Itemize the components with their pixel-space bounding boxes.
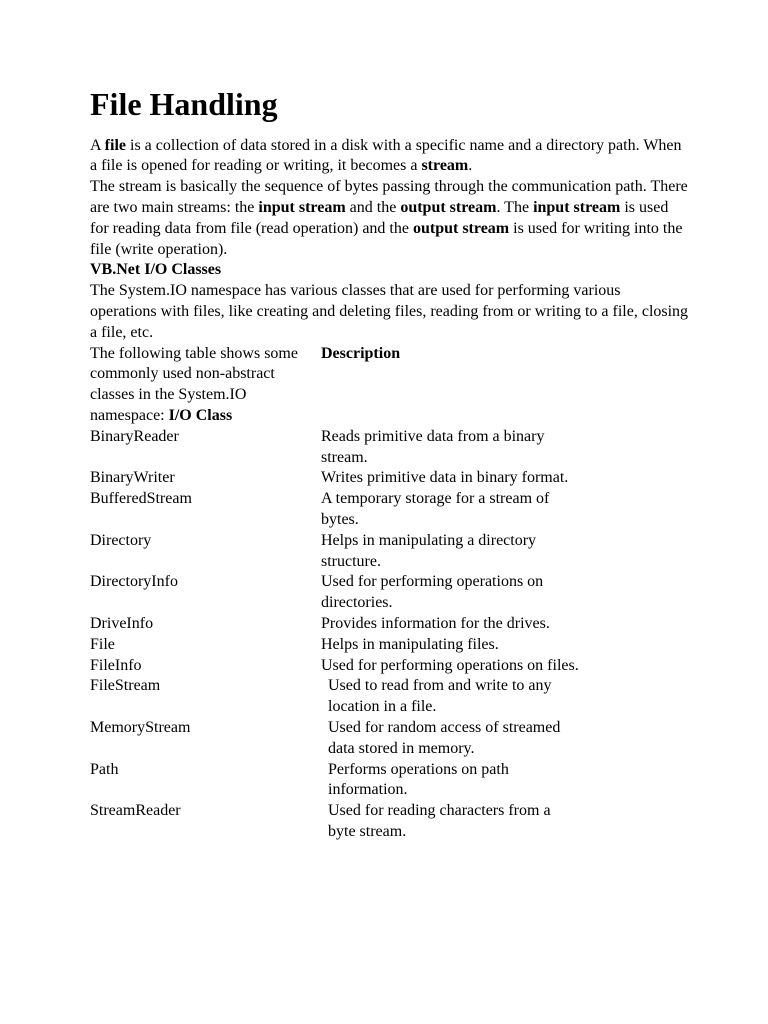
text-run: and the — [345, 198, 401, 216]
description-cell: Writes primitive data in binary format. — [321, 469, 569, 487]
table-header-row — [90, 344, 690, 427]
class-name-cell: Directory — [90, 531, 152, 549]
text-run: A — [90, 136, 105, 154]
bold-term: output stream — [412, 219, 510, 237]
section-heading: VB.Net I/O Classes — [90, 261, 222, 279]
class-name-cell: Path — [90, 760, 119, 778]
description-cell: Performs operations on path information. — [328, 760, 509, 799]
table-row — [90, 801, 690, 843]
description-cell: Used for reading characters from a byte stream. — [328, 802, 551, 840]
class-name-cell: FileInfo — [90, 656, 142, 674]
description-cell: Provides information for the drives. — [321, 614, 550, 632]
text-run: is a collection of data stored in a disk with a specific name and a directory path. When a file is opened for reading or writing, it becomes a — [90, 136, 682, 175]
table-row — [90, 531, 690, 573]
class-name-cell: BufferedStream — [90, 490, 192, 508]
class-name-cell: BinaryReader — [90, 427, 179, 445]
table-row — [90, 635, 690, 656]
text-run: is used for writing into the file (write operation). — [90, 219, 683, 258]
description-cell: Used to read from and write to any location in a file. — [328, 677, 552, 716]
column-header-description: Description — [321, 344, 401, 362]
bold-term: output stream — [400, 198, 497, 216]
description-cell: A temporary storage for a stream of bytes. — [321, 490, 550, 528]
table-row — [90, 760, 690, 802]
table-row — [90, 718, 690, 760]
class-name-cell: MemoryStream — [90, 718, 191, 736]
table-lead-cell — [90, 344, 321, 427]
class-name-cell: File — [90, 635, 115, 653]
table-row — [90, 676, 690, 718]
intro-paragraph-1 — [90, 136, 690, 178]
text-run: The stream is basically the sequence of bytes passing through the communication path. There are two main streams: the — [90, 178, 688, 216]
description-cell: Used for random access of streamed data stored in memory. — [328, 718, 561, 757]
text-run: is used for reading data from file (read operation) and the — [90, 198, 669, 237]
bold-term: input stream — [258, 198, 346, 216]
description-cell: Used for performing operations on directories. — [321, 573, 544, 612]
column-header-class: I/O Class — [168, 406, 233, 424]
description-cell: Used for performing operations on files. — [321, 656, 579, 674]
table-row — [90, 614, 690, 635]
intro-paragraph-2 — [90, 177, 690, 260]
text-run: . — [468, 157, 473, 175]
class-name-cell: FileStream — [90, 677, 161, 695]
text-run: . The — [496, 198, 534, 216]
bold-term: stream — [421, 157, 469, 175]
bold-term: input stream — [533, 198, 621, 216]
section-text: The System.IO namespace has various classes that are used for performing various operations with files, like creating and deleting files, reading from or writing to a file, closing a file, etc. — [90, 282, 689, 341]
class-name-cell: DriveInfo — [90, 614, 154, 632]
description-cell: Helps in manipulating files. — [321, 635, 499, 653]
page-title: File Handling — [90, 86, 278, 122]
table-row — [90, 427, 690, 469]
bold-term: file — [104, 136, 126, 154]
table-row — [90, 468, 690, 489]
document-page — [90, 86, 690, 843]
class-name-cell: BinaryWriter — [90, 469, 175, 487]
table-row — [90, 656, 690, 677]
description-cell: Reads primitive data from a binary stream. — [321, 427, 545, 466]
table-lead-text: The following table shows some commonly used non-abstract classes in the System.IO namespace: — [90, 344, 298, 424]
io-classes-table — [90, 344, 690, 843]
table-row — [90, 489, 690, 531]
description-cell: Helps in manipulating a directory structure. — [321, 531, 537, 570]
class-name-cell: StreamReader — [90, 802, 181, 820]
class-name-cell: DirectoryInfo — [90, 573, 178, 591]
table-row — [90, 572, 690, 614]
